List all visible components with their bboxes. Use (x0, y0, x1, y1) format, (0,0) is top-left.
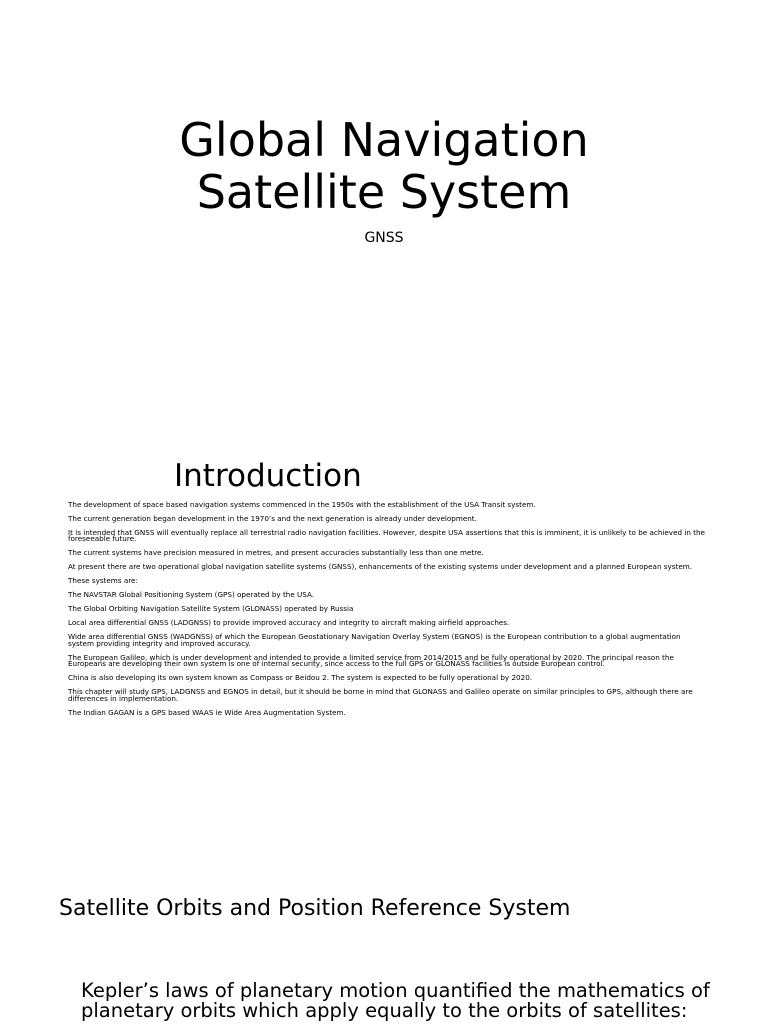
intro-paragraph: This chapter will study GPS, LADGNSS and EGNOS in detail, but it should be borne in mind that GLONASS and Galileo operate on similar principles to GPS, although there are differences in implementation. (68, 687, 693, 703)
intro-paragraph: At present there are two operational global navigation satellite systems (GNSS), enhancements of the existing systems under development and a planned European system. (68, 562, 693, 572)
satellite-orbits-heading: Satellite Orbits and Position Reference System (59, 896, 571, 921)
document-subtitle: GNSS (364, 230, 404, 246)
introduction-heading: Introduction (174, 458, 362, 494)
intro-paragraph: The development of space based navigation systems commenced in the 1950s with the establishment of the USA Transit system. (68, 500, 536, 509)
kepler-laws-text: Kepler’s laws of planetary motion quantified the mathematics of planetary orbits which apply equally to the orbits of satellites: (81, 979, 710, 1022)
intro-paragraph: The Indian GAGAN is a GPS based WAAS ie Wide Area Augmentation System. (68, 707, 346, 717)
intro-paragraph: These systems are: (68, 576, 138, 586)
intro-paragraph: The current systems have precision measured in metres, and present accuracies substantially less than one metre. (68, 548, 484, 558)
title-line-1: Global Navigation (179, 113, 589, 167)
title-line-2: Satellite System (196, 165, 572, 219)
introduction-paragraphs (68, 502, 708, 724)
intro-paragraph: The Global Orbiting Navigation Satellite System (GLONASS) operated by Russia (68, 604, 354, 614)
document-title (0, 114, 768, 218)
intro-paragraph: Wide area differential GNSS (WADGNSS) of which the European Geostationary Navigation Overlay System (EGNOS) is the European contribution to a global augmentation system providing integrity and improved accuracy. (68, 632, 681, 648)
intro-paragraph: The current generation began development in the 1970’s and the next generation is already under development. (68, 514, 477, 523)
intro-paragraph: It is intended that GNSS will eventually replace all terrestrial radio navigation facilities. However, despite USA assertions that this is imminent, it is unlikely to be achieved in the foreseeable future. (68, 528, 705, 544)
intro-paragraph: The NAVSTAR Global Positioning System (GPS) operated by the USA. (68, 590, 315, 600)
intro-paragraph: The European Galileo, which is under development and intended to provide a limited service from 2014/2015 and be fully operational by 2020. The principal reason the Europeans are developing their own system is one of internal security, since access to the full GPS or GLONASS facilities is outside European control. (68, 652, 674, 669)
intro-paragraph: Local area differential GNSS (LADGNSS) to provide improved accuracy and integrity to aircraft making airfield approaches. (68, 618, 510, 628)
intro-paragraph: China is also developing its own system known as Compass or Beidou 2. The system is expected to be fully operational by 2020. (68, 673, 533, 683)
